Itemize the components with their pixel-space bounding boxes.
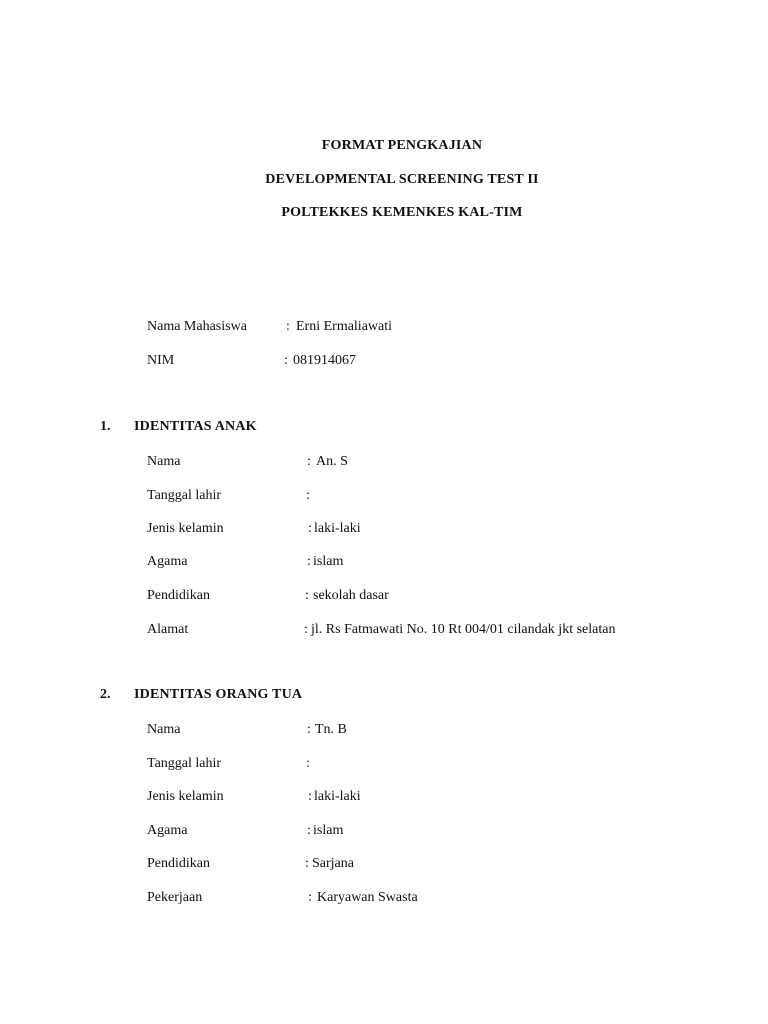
field-value: sekolah dasar xyxy=(313,588,389,603)
student-nim-label: NIM xyxy=(147,353,175,368)
field-separator: : xyxy=(306,488,310,503)
section-2-number: 2. xyxy=(100,687,111,702)
student-name-label: Nama Mahasiswa xyxy=(147,319,247,334)
section-1-number: 1. xyxy=(100,419,111,434)
field-value: jl. Rs Fatmawati No. 10 Rt 004/01 cilandak jkt selatan xyxy=(311,622,616,637)
field-label: Nama xyxy=(147,454,181,469)
field-label: Agama xyxy=(147,823,188,838)
field-separator: : xyxy=(304,622,308,637)
field-value: laki-laki xyxy=(314,789,361,804)
field-value: Tn. B xyxy=(315,722,347,737)
field-value: Karyawan Swasta xyxy=(317,890,418,905)
field-value: An. S xyxy=(316,454,348,469)
field-value: Sarjana xyxy=(312,856,354,871)
section-2-title: IDENTITAS ORANG TUA xyxy=(134,687,303,702)
field-separator: : xyxy=(308,789,312,804)
student-name-value: Erni Ermaliawati xyxy=(296,319,393,334)
doc-title-test: DEVELOPMENTAL SCREENING TEST II xyxy=(265,172,539,187)
field-separator: : xyxy=(307,454,311,469)
field-label: Tanggal lahir xyxy=(147,756,222,771)
field-label: Alamat xyxy=(147,622,189,637)
student-nim-value: 081914067 xyxy=(293,353,356,368)
field-label: Agama xyxy=(147,554,188,569)
field-separator: : xyxy=(305,856,309,871)
doc-title-institution: POLTEKKES KEMENKES KAL-TIM xyxy=(281,205,523,220)
field-label: Jenis kelamin xyxy=(147,521,224,536)
section-1-title: IDENTITAS ANAK xyxy=(134,419,257,434)
field-label: Tanggal lahir xyxy=(147,488,222,503)
field-separator: : xyxy=(306,756,310,771)
field-value: islam xyxy=(313,823,344,838)
field-separator: : xyxy=(307,722,311,737)
student-nim-separator: : xyxy=(284,353,288,368)
field-label: Pendidikan xyxy=(147,588,210,603)
field-label: Pendidikan xyxy=(147,856,210,871)
field-label: Pekerjaan xyxy=(147,890,203,905)
field-separator: : xyxy=(305,588,309,603)
field-separator: : xyxy=(308,521,312,536)
doc-title-format: FORMAT PENGKAJIAN xyxy=(321,138,483,153)
field-label: Nama xyxy=(147,722,181,737)
field-separator: : xyxy=(307,554,311,569)
field-value: laki-laki xyxy=(314,521,361,536)
field-separator: : xyxy=(307,823,311,838)
student-name-separator: : xyxy=(286,319,290,334)
field-label: Jenis kelamin xyxy=(147,789,224,804)
field-separator: : xyxy=(308,890,312,905)
field-value: islam xyxy=(313,554,344,569)
